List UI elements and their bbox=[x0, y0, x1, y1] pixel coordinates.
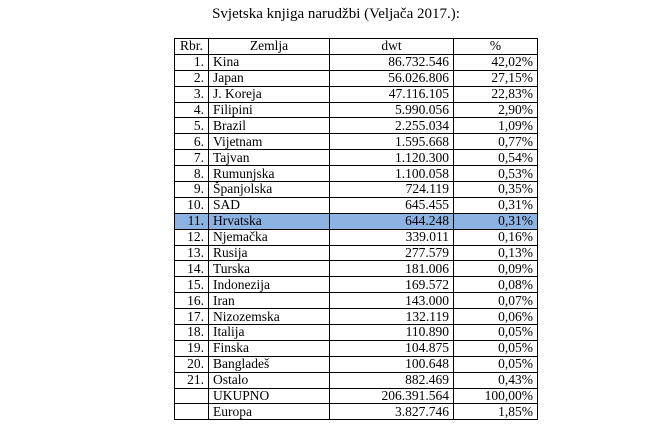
table-row bbox=[175, 150, 538, 166]
dwt-cell: 86.732.546 bbox=[330, 54, 454, 70]
header-country: Zemlja bbox=[209, 39, 330, 55]
table-row bbox=[175, 229, 538, 245]
header-percent: % bbox=[454, 39, 538, 55]
rank-cell: 7. bbox=[175, 150, 209, 166]
dwt-cell: 143.000 bbox=[330, 293, 454, 309]
country-cell: Kina bbox=[209, 54, 330, 70]
dwt-cell: 104.875 bbox=[330, 340, 454, 356]
percent-cell: 0,77% bbox=[454, 134, 538, 150]
percent-cell: 0,16% bbox=[454, 229, 538, 245]
rank-cell: 13. bbox=[175, 245, 209, 261]
table-row bbox=[175, 356, 538, 372]
percent-cell: 0,08% bbox=[454, 277, 538, 293]
total-label: UKUPNO bbox=[209, 388, 330, 404]
percent-cell: 0,13% bbox=[454, 245, 538, 261]
dwt-cell: 644.248 bbox=[330, 213, 454, 229]
dwt-cell: 1.100.058 bbox=[330, 166, 454, 182]
percent-cell: 42,02% bbox=[454, 54, 538, 70]
rank-cell: 8. bbox=[175, 166, 209, 182]
country-cell: Nizozemska bbox=[209, 309, 330, 325]
table-row bbox=[175, 277, 538, 293]
country-cell: Filipini bbox=[209, 102, 330, 118]
dwt-cell: 277.579 bbox=[330, 245, 454, 261]
table-row bbox=[175, 325, 538, 341]
percent-cell: 0,06% bbox=[454, 309, 538, 325]
rank-cell: 14. bbox=[175, 261, 209, 277]
rank-cell: 12. bbox=[175, 229, 209, 245]
dwt-cell: 47.116.105 bbox=[330, 86, 454, 102]
percent-cell: 0,53% bbox=[454, 166, 538, 182]
country-cell: Turska bbox=[209, 261, 330, 277]
dwt-cell: 169.572 bbox=[330, 277, 454, 293]
percent-cell: 0,09% bbox=[454, 261, 538, 277]
europe-rank-cell bbox=[175, 404, 209, 420]
country-cell: Hrvatska bbox=[209, 213, 330, 229]
table-row bbox=[175, 102, 538, 118]
dwt-cell: 5.990.056 bbox=[330, 102, 454, 118]
country-cell: Ostalo bbox=[209, 372, 330, 388]
dwt-cell: 724.119 bbox=[330, 182, 454, 198]
country-cell: SAD bbox=[209, 197, 330, 213]
header-rank: Rbr. bbox=[175, 39, 209, 55]
rank-cell: 17. bbox=[175, 309, 209, 325]
country-cell: Njemačka bbox=[209, 229, 330, 245]
country-cell: Rusija bbox=[209, 245, 330, 261]
dwt-cell: 645.455 bbox=[330, 197, 454, 213]
table-row bbox=[175, 340, 538, 356]
percent-cell: 0,43% bbox=[454, 372, 538, 388]
country-cell: Brazil bbox=[209, 118, 330, 134]
dwt-cell: 2.255.034 bbox=[330, 118, 454, 134]
percent-cell: 0,31% bbox=[454, 197, 538, 213]
percent-cell: 0,31% bbox=[454, 213, 538, 229]
dwt-cell: 56.026.806 bbox=[330, 70, 454, 86]
header-row bbox=[175, 39, 538, 55]
percent-cell: 22,83% bbox=[454, 86, 538, 102]
rank-cell: 5. bbox=[175, 118, 209, 134]
percent-cell: 0,35% bbox=[454, 182, 538, 198]
table-row bbox=[175, 86, 538, 102]
table-row bbox=[175, 134, 538, 150]
europe-label: Europa bbox=[209, 404, 330, 420]
rank-cell: 20. bbox=[175, 356, 209, 372]
rank-cell: 10. bbox=[175, 197, 209, 213]
dwt-cell: 110.890 bbox=[330, 325, 454, 341]
table-row bbox=[175, 245, 538, 261]
dwt-cell: 1.120.300 bbox=[330, 150, 454, 166]
rank-cell: 21. bbox=[175, 372, 209, 388]
total-percent: 100,00% bbox=[454, 388, 538, 404]
table-row bbox=[175, 197, 538, 213]
dwt-cell: 1.595.668 bbox=[330, 134, 454, 150]
europe-dwt: 3.827.746 bbox=[330, 404, 454, 420]
dwt-cell: 181.006 bbox=[330, 261, 454, 277]
rank-cell: 9. bbox=[175, 182, 209, 198]
rank-cell: 3. bbox=[175, 86, 209, 102]
percent-cell: 0,07% bbox=[454, 293, 538, 309]
country-cell: Bangladeš bbox=[209, 356, 330, 372]
country-cell: Tajvan bbox=[209, 150, 330, 166]
dwt-cell: 100.648 bbox=[330, 356, 454, 372]
rank-cell: 19. bbox=[175, 340, 209, 356]
percent-cell: 0,05% bbox=[454, 325, 538, 341]
header-dwt: dwt bbox=[330, 39, 454, 55]
percent-cell: 0,05% bbox=[454, 356, 538, 372]
table-row bbox=[175, 213, 538, 229]
percent-cell: 0,05% bbox=[454, 340, 538, 356]
table-row bbox=[175, 309, 538, 325]
total-rank-cell bbox=[175, 388, 209, 404]
country-cell: Indonezija bbox=[209, 277, 330, 293]
country-cell: Italija bbox=[209, 325, 330, 341]
europe-row bbox=[175, 404, 538, 420]
rank-cell: 2. bbox=[175, 70, 209, 86]
country-cell: Vijetnam bbox=[209, 134, 330, 150]
table-row bbox=[175, 372, 538, 388]
country-cell: Japan bbox=[209, 70, 330, 86]
rank-cell: 16. bbox=[175, 293, 209, 309]
percent-cell: 2,90% bbox=[454, 102, 538, 118]
table-row bbox=[175, 166, 538, 182]
table-row bbox=[175, 70, 538, 86]
rank-cell: 4. bbox=[175, 102, 209, 118]
country-cell: J. Koreja bbox=[209, 86, 330, 102]
table-body bbox=[175, 54, 538, 388]
dwt-cell: 339.011 bbox=[330, 229, 454, 245]
rank-cell: 6. bbox=[175, 134, 209, 150]
country-cell: Rumunjska bbox=[209, 166, 330, 182]
rank-cell: 1. bbox=[175, 54, 209, 70]
rank-cell: 15. bbox=[175, 277, 209, 293]
total-row bbox=[175, 388, 538, 404]
table-row bbox=[175, 293, 538, 309]
country-cell: Španjolska bbox=[209, 182, 330, 198]
table-row bbox=[175, 118, 538, 134]
rank-cell: 11. bbox=[175, 213, 209, 229]
country-cell: Iran bbox=[209, 293, 330, 309]
percent-cell: 1,09% bbox=[454, 118, 538, 134]
total-dwt: 206.391.564 bbox=[330, 388, 454, 404]
percent-cell: 0,54% bbox=[454, 150, 538, 166]
table-row bbox=[175, 261, 538, 277]
table-row bbox=[175, 182, 538, 198]
table-caption: Svjetska knjiga narudžbi (Veljača 2017.): bbox=[212, 6, 460, 22]
rank-cell: 18. bbox=[175, 325, 209, 341]
country-cell: Finska bbox=[209, 340, 330, 356]
table-row bbox=[175, 54, 538, 70]
percent-cell: 27,15% bbox=[454, 70, 538, 86]
dwt-cell: 882.469 bbox=[330, 372, 454, 388]
orderbook-table bbox=[174, 38, 538, 420]
europe-percent: 1,85% bbox=[454, 404, 538, 420]
dwt-cell: 132.119 bbox=[330, 309, 454, 325]
